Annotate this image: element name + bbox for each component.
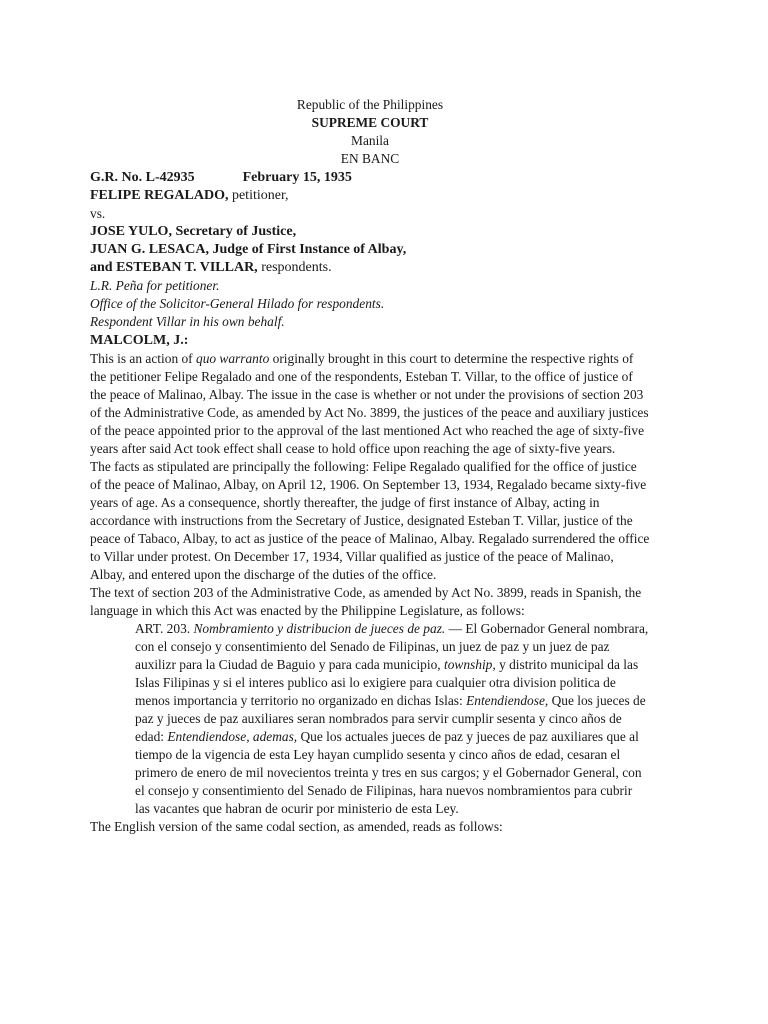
petitioner-name: FELIPE REGALADO, [90,188,229,203]
text-run: Que los actuales jueces de paz y jueces de paz auxiliares que al tiempo de la vigencia de esta Ley hayan cumplido sesenta y cinco años de edad, cesaran el primero de enero de mil novecientos treinta y tres en sus cargos; y el Gobernador General, con el consejo y consentimiento del Senado de Filipinas, hara nuevos nombramientos para cubrir las vacantes que habran de ocurir por ministerio de esta Ley. [135,729,642,816]
city-heading: Manila [351,133,389,148]
counsel-respondents: Office of the Solicitor-General Hilado for respondents. [90,296,385,311]
gr-number: G.R. No. L-42935 [90,170,195,185]
text-run: Que los jueces de paz y jueces de paz auxiliares seran nombrados para servir cumplir sesenta y cinco años de edad: [135,693,646,744]
text-run-italic: Entendiendose, ademas, [167,729,298,744]
text-run: originally brought in this court to determine the respective rights of the petitioner Felipe Regalado and one of the respondents, Esteban T. Villar, to the office of justice of the peace of Malinao, Albay. The issue in the case is whether or not under the provisions of section 203 of the Administrative Code, as amended by Act No. 3899, the justices of the peace and auxiliary justices of the peace appointed prior to the approval of the last mentioned Act who reached the age of sixty-five years after said Act took effect shall cease to hold office upon reaching the age of sixty-five years. [90,351,649,456]
spanish-quote [135,620,650,818]
paragraph-1 [90,350,650,458]
text-run-italic: Entendiendose, [466,693,549,708]
ponente: MALCOLM, J.: [90,333,189,348]
respondent-line-2: JUAN G. LESACA, Judge of First Instance of Albay, [90,242,407,257]
respondent-3-name: and ESTEBAN T. VILLAR, [90,260,258,275]
text-run-italic: Nombramiento y distribucion de jueces de paz. [193,621,446,636]
paragraph-2: The facts as stipulated are principally the following: Felipe Regalado qualified for the office of justice of the peace of Malinao, Albay, on April 12, 1906. On September 13, 1934, Regalado became sixty-five years of age. As a consequence, shortly thereafter, the judge of first instance of Albay, acting in accordance with instructions from the Secretary of Justice, designated Esteban T. Villar, justice of the peace of Tabaco, Albay, to act as justice of the peace of Malinao, Albay. Regalado surrendered the office to Villar under protest. On December 17, 1934, Villar qualified as justice of the peace of Malinao, Albay, and entered upon the discharge of the duties of the office. [90,459,650,582]
text-run-italic: quo warranto [196,351,270,366]
petitioner-line [90,187,650,205]
paragraph-3: The text of section 203 of the Administrative Code, as amended by Act No. 3899, reads in Spanish, the language in which this Act was enacted by the Philippine Legislature, as follows: [90,585,642,618]
text-run: — El Gobernador General nombrara, con el consejo y consentimiento del Senado de Filipinas, un juez de paz y un juez de paz auxilizr para la Ciudad de Baguio y para cada municipio, [135,621,649,672]
text-run-italic: township, [444,657,496,672]
counsel-villar: Respondent Villar in his own behalf. [90,314,285,329]
case-number-line [90,168,650,187]
court-heading: SUPREME COURT [311,115,429,130]
division-heading: EN BANC [340,151,400,166]
text-run: y distrito municipal da las Islas Filipinas y si el interes publico asi lo exigiere para cualquier otra division politica de menos importancia y territorio no organizado en dichas Islas: [135,657,639,708]
text-run: This is an action of [90,351,196,366]
respondent-role: respondents. [257,260,332,275]
decision-date: February 15, 1935 [242,170,352,185]
versus-label: vs. [90,206,106,221]
document-page [90,96,650,836]
respondent-line-1: JOSE YULO, Secretary of Justice, [90,224,297,239]
text-run: ART. 203. [135,621,194,636]
paragraph-4: The English version of the same codal section, as amended, reads as follows: [90,819,503,834]
counsel-petitioner: L.R. Peña for petitioner. [90,278,220,293]
respondent-line-3 [90,259,650,277]
republic-heading: Republic of the Philippines [296,97,444,112]
petitioner-role: petitioner, [228,188,289,203]
